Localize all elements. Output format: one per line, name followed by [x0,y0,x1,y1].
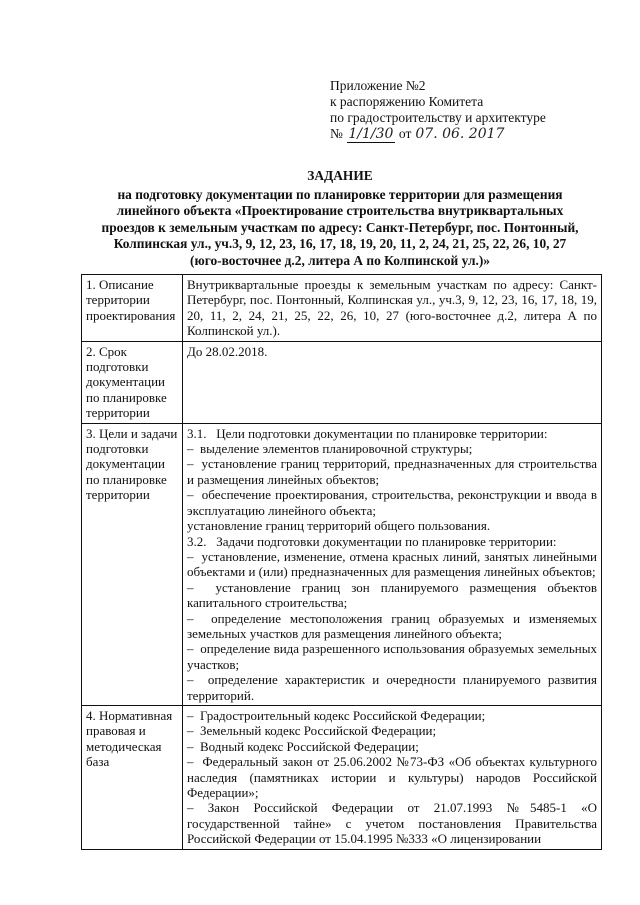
row-paragraph: – установление границ зон планируемого размещения объектов капитального строительства; [187,579,597,611]
title-line-3: проездов к земельным участкам по адресу: Санкт-Петербург, пос. Понтонный, [101,219,579,235]
appendix-header [330,78,546,143]
number-prefix: № [330,126,343,141]
row-paragraph: – определение местоположения границ образуемых и изменяемых земельных участков для размещения линейного объекта; [187,610,597,641]
row-paragraph: 3.1. Цели подготовки документации по планировке территории: [187,425,548,441]
handwritten-date: 07. 06. 2017 [415,126,505,142]
row-content [183,705,602,849]
row-paragraph: – обеспечение проектирования, строительства, реконструкции и ввода в эксплуатацию линейного объекта; [187,487,597,518]
row-paragraph: – установление, изменение, отмена красных линий, занятых линейными объектами и (или) предназначенных для размещения линейных объектов; [187,548,597,580]
table-row [82,705,602,849]
row-content [183,275,602,342]
row-paragraph: До 28.02.2018. [187,343,268,359]
date-prefix: от [398,126,412,141]
row-label: 3. Цели и задачи подготовки документации по планировке территории [82,423,183,705]
row-paragraph: – Федеральный закон от 25.06.2002 №73-ФЗ «Об объектах культурного наследия (памятниках истории и культуры) народов Российской Федерации»; [187,754,597,800]
title-line-5: (юго-восточнее д.2, литера А по Колпинской ул.)» [190,252,490,268]
row-paragraph: установление границ территорий общего пользования. [187,518,491,534]
appendix-line-1: Приложение №2 [330,78,426,93]
table-row [82,423,602,705]
row-paragraph: 3.2. Задачи подготовки документации по планировке территории: [187,533,557,549]
title-line-1: на подготовку документации по планировке территории для размещения [117,186,563,202]
row-paragraph: – Земельный кодекс Российской Федерации; [187,723,437,739]
document-title [80,168,600,269]
task-table [81,274,602,850]
row-paragraph: – Закон Российской Федерации от 21.07.1993 №5485-1 «О государственной тайне» с учетом постановления Правительства Российской Федерации от 15.04.1995 №333 «О лицензировании [187,800,597,847]
row-content [183,341,602,423]
row-label: 4. Нормативная правовая и методическая база [82,705,183,849]
row-paragraph: – Водный кодекс Российской Федерации; [187,738,419,754]
row-paragraph: – выделение элементов планировочной структуры; [187,441,473,457]
row-paragraph: – установление границ территорий, предназначенных для строительства и размещения линейных объектов; [187,456,597,487]
row-paragraph: – определение характеристик и очередности планируемого развития территорий. [187,672,597,703]
appendix-line-3: по градостроительству и архитектуре [330,110,546,125]
title-heading: ЗАДАНИЕ [307,168,373,183]
appendix-line-2: к распоряжению Комитета [330,94,484,109]
row-paragraph: – определение вида разрешенного использования образуемых земельных участков; [187,641,597,672]
table-row [82,341,602,423]
title-line-4: Колпинская ул., уч.3, 9, 12, 23, 16, 17, 18, 19, 20, 11, 2, 24, 21, 25, 22, 26, 10, 27 [113,236,567,251]
row-label: 1. Описание территории проектирования [82,275,183,342]
appendix-number-date [330,126,546,143]
title-line-2: линейного объекта «Проектирование строительства внутриквартальных [116,203,564,218]
handwritten-number: 1/1/30 [348,126,394,142]
table-row [82,275,602,342]
row-label: 2. Срок подготовки документации по планировке территории [82,341,183,423]
row-paragraph: Внутриквартальные проезды к земельным участкам по адресу: Санкт-Петербург, пос. Понтонный, Колпинская ул., уч.3, 9, 12, 23, 16, 17, 18, 19, 20, 11, 2, 24, 21, 25, 22, 26, 10, 27 (юго-восточнее д.2, литера А по Колпинской ул.). [187,277,597,339]
row-content [183,423,602,705]
row-paragraph: – Градостроительный кодекс Российской Федерации; [187,707,486,723]
